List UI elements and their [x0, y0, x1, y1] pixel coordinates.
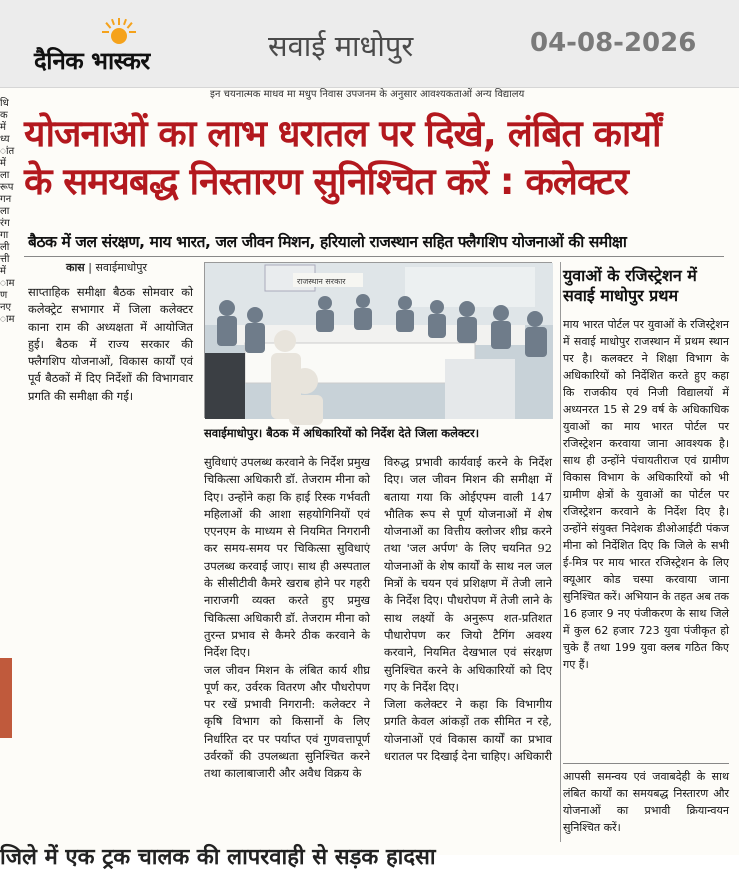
- news-clipping: [0, 88, 739, 870]
- byline: कास | सवाईमाधोपुर: [66, 261, 148, 274]
- sidebar-divider: [563, 763, 729, 764]
- article-column-3: विरुद्ध प्रभावी कार्यवाई करने के निर्देश दिए। जल जीवन मिशन की समीक्षा में बताया गया कि ओईएफ्म वाली 147 भौतिक रूप से पूर्ण योजनाओं में शेष योजनाओं का वित्तीय क्लोजर शीघ्र करने तथा 'जल अर्पण' के लिए चयनित 92 योजनाओं के शेष कार्यों के साथ नल जल मित्रों के चयन एवं प्रशिक्षण में तेजी लाने के निर्देश दिए। पौधरोपण में तेजी लाने के साथ लक्ष्यों के अनुरूप शत-प्रतिशत पौधारोपण कर जियो टैगिंग अवश्य करवाने, नियमित देखभाल एवं संरक्षण सुनिश्चित करने के अधिकारियों को दिए गए के निर्देश दिए। जिला कलेक्टर ने कहा कि विभागीय प्रगति केवल आंकड़ों तक सीमित न रहे, योजनाओं एवं विकास कार्यों का प्रभाव धरातल पर दिखाई देना चाहिए। अधिकारी: [384, 455, 553, 764]
- left-cut-column: धि क में ध्य ांत में ला रूप गन ला रंग गा ली त्ती में ाम ण नए ाम: [0, 98, 14, 855]
- edition-date: 04-08-2026: [530, 28, 697, 58]
- article-column-1: साप्ताहिक समीक्षा बैठक सोमवार को कलेक्ट्रेट सभागार में जिला कलेक्टर काना राम की अध्यक्षता में आयोजित हुई। बैठक में राज्य सरकार की फ्लैगशिप योजनाओं, विकास कार्यों एवं पूर्व बैठकों में दिए निर्देशों की विभागवार प्रगति की समीक्षा की गई।: [28, 285, 193, 403]
- meeting-photo: [204, 262, 552, 418]
- edition-city: सवाई माधोपुर: [268, 29, 414, 63]
- brand-name: दैनिक भास्कर: [34, 47, 150, 75]
- sun-icon: [102, 18, 136, 46]
- meeting-photo-illustration: [205, 263, 553, 419]
- cut-off-text-bottom: जिले में एक ट्रक चालक की लापरवाही से सड़क हादसा: [0, 843, 739, 855]
- article-headline: योजनाओं का लाभ धरातल पर दिखे, लंबित कार्यों के समयबद्ध निस्तारण सुनिश्चित करें : कलेक्टर: [24, 112, 661, 203]
- svg-text:राजस्थान सरकार: राजस्थान सरकार: [297, 277, 346, 286]
- column-divider: [560, 262, 561, 842]
- photo-caption: सवाईमाधोपुर। बैठक में अधिकारियों को निर्देश देते जिला कलेक्टर।: [204, 426, 480, 440]
- divider: [24, 256, 724, 257]
- article-column-2: सुविधाएं उपलब्ध करवाने के निर्देश प्रमुख चिकित्सा अधिकारी डॉ. तेजराम मीना को दिए। उन्होंने कहा कि हाई रिस्क गर्भवती महिलाओं की आशा सहयोगिनियों एवं एएनएम के माध्यम से नियमित निगरानी कर समय-समय पर चिकित्सा सुविधाएं उपलब्ध करवाई जाए। साथ ही अस्पताल के सीसीटीवी कैमरे खराब होने पर गहरी नाराजगी व्यक्त करते हुए प्रमुख चिकित्सा अधिकारी डॉ. तेजराम मीना को तुरन्त प्रभाव से कैमरे ठीक करवाने के निर्देश दिए। जल जीवन मिशन के लंबित कार्य शीघ्र पूर्ण कर, उर्वरक वितरण और पौधरोपण पर रखें प्रभावी निगरानी: कलेक्टर ने कृषि विभाग को किसानों के लिए निर्धारित दर पर पर्याप्त एवं गुणवत्तापूर्ण उर्वरकों की उपलब्धता सुनिश्चित करने तथा कालाबाजारी और अवैध विक्रय के: [204, 455, 370, 781]
- sidebar-column: माय भारत पोर्टल पर युवाओं के रजिस्ट्रेशन में सवाई माधोपुर राजस्थान में प्रथम स्थान पर है। कलक्टर ने शिक्षा विभाग के अधिकारियों को निर्देशित करते हुए कहा कि राजकीय एवं निजी विद्यालयों में अध्यनरत 15 से 29 वर्ष के अधिकाधिक युवाओं का माय भारत पोर्टल पर रजिस्ट्रेशन करवाया जाना आवश्यक है। साथ ही उन्होंने पंचायतीराज एवं ग्रामीण विकास विभाग के अधिकारियों को भी ग्रामीण क्षेत्रों के युवाओं का पोर्टल पर रजिस्ट्रेशन करवाने के निर्देश दिए है। उन्होंने संयुक्त निदेशक डीओआईटी पंकज मीना को निर्देशित दिए कि जिले के सभी ई-मित्र पर माय भारत रजिस्ट्रेशन के लिए क्यूआर कोड चस्पा करवाया जाना सुनिश्चित करें। अभियान के तहत अब तक 16 हजार 9 नए पंजीकरण के साथ जिले में कुल 62 हजार 723 युवा पंजीकृत हो चुके हैं तथा 199 युवा क्लब गठित किए गए हैं।: [563, 318, 729, 671]
- page-header: [0, 0, 739, 88]
- sidebar-headline: युवाओं के रजिस्ट्रेशन में सवाई माधोपुर प्रथम: [563, 266, 697, 305]
- sidebar-continuation: आपसी समन्वय एवं जवाबदेही के साथ लंबित कार्यों का समयबद्ध निस्तारण और योजनाओं का प्रभावी क्रियान्वयन सुनिश्चित करें।: [563, 770, 729, 834]
- dainik-bhaskar-logo[interactable]: [34, 18, 199, 76]
- cut-photo-fragment: [0, 658, 12, 738]
- cut-off-text-top: इन चयनात्मक माधव मा मधुप निवास उपजनम के अनुसार आवश्यकताओं अन्य विद्यालय: [210, 89, 525, 100]
- article-subheadline: बैठक में जल संरक्षण, माय भारत, जल जीवन मिशन, हरियालो राजस्थान सहित फ्लैगशिप योजनाओं की समीक्षा: [28, 233, 627, 251]
